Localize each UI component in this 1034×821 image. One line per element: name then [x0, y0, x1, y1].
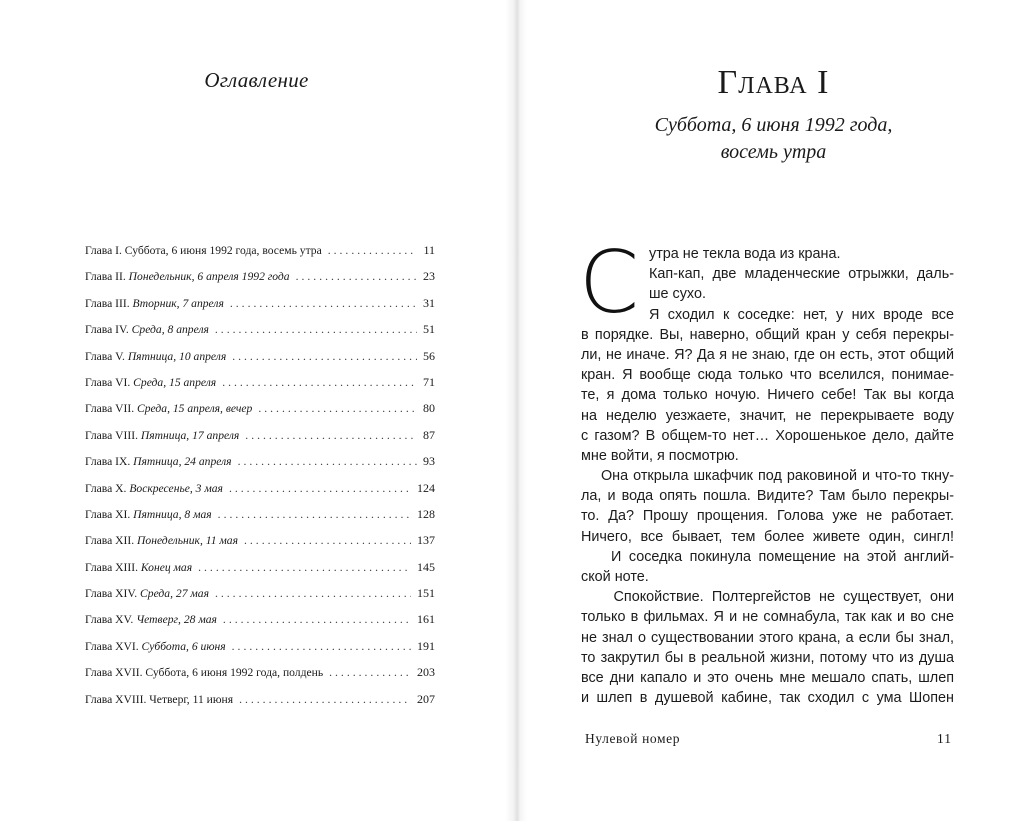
toc-chapter-subtitle: Суббота, 6 июня 1992 года, полдень [145, 666, 324, 680]
toc-chapter-subtitle: Среда, 15 апреля [133, 375, 217, 389]
toc-list [85, 240, 435, 715]
toc-leader-dots [222, 373, 417, 393]
drop-cap: С [579, 233, 640, 333]
body-text-line: Я сходил к соседке: нет, у них вроде все [649, 306, 954, 323]
toc-chapter-number: Глава IX. [85, 455, 131, 469]
body-text-line: с газом? В общем-то нет… Хорошенькое дело, дайте [581, 427, 954, 444]
toc-chapter-subtitle: Пятница, 17 апреля [140, 428, 240, 442]
toc-chapter-subtitle: Понедельник, 11 мая [137, 534, 238, 548]
toc-leader-dots [328, 241, 418, 261]
toc-item-label [85, 479, 223, 499]
toc-chapter-number: Глава VI. [85, 375, 131, 389]
toc-page-number: 124 [417, 480, 435, 495]
toc-item [85, 319, 435, 345]
toc-item-label [85, 663, 323, 683]
body-text-line: Кап-кап, две младенческие отрыжки, даль- [649, 266, 954, 283]
toc-chapter-number: Глава XIV. [85, 587, 138, 601]
body-text-line: Ничего, все бывает, тем более живете один, сингл! [581, 528, 954, 545]
toc-chapter-number: Глава XVI. [85, 639, 139, 653]
toc-chapter-number: Глава I. [85, 244, 122, 257]
chapter-body [581, 244, 954, 708]
toc-chapter-number: Глава XV. [85, 613, 134, 627]
toc-item-label [85, 267, 290, 287]
toc-chapter-subtitle: Среда, 15 апреля, вечер [137, 402, 253, 416]
toc-page-number: 11 [423, 243, 435, 257]
toc-page-number: 137 [417, 533, 435, 548]
toc-page-number: 56 [423, 348, 435, 363]
toc-chapter-number: Глава XVII. [85, 666, 143, 680]
body-text-line: не знал о существовании этого крана, а если бы знал, [581, 629, 954, 646]
toc-chapter-subtitle: Четверг, 28 мая [136, 613, 217, 627]
chapter-title: Глава I [717, 64, 830, 101]
body-text-line: кран. Я вообще сюда только что вселился, понимае- [581, 367, 954, 384]
toc-chapter-number: Глава VII. [85, 402, 135, 416]
toc-item-label [85, 320, 209, 340]
toc-page-number: 80 [423, 401, 435, 416]
toc-chapter-subtitle: Пятница, 8 мая [133, 507, 212, 521]
body-text-line: ла, и вода опять пошла. Видите? Там было перекры- [581, 488, 954, 505]
toc-item-label [85, 558, 192, 578]
body-text-line: мне войти, я посмотрю. [581, 447, 739, 464]
body-text-line: только в фильмах. Я и не сомнабула, так как и во сне [581, 609, 954, 626]
body-text-line: утра не текла вода из крана. [649, 246, 841, 262]
toc-page-number: 151 [417, 586, 435, 601]
toc-page-number: 161 [417, 612, 435, 627]
toc-leader-dots [218, 505, 411, 525]
toc-item [85, 240, 435, 266]
toc-title: Оглавление [204, 68, 309, 92]
toc-chapter-number: Глава XVIII. [85, 692, 147, 706]
toc-leader-dots [232, 347, 417, 367]
toc-chapter-number: Глава V. [85, 349, 125, 363]
toc-chapter-subtitle: Суббота, 6 июня 1992 года, восемь утра [124, 244, 322, 257]
toc-item-label [85, 294, 224, 314]
toc-chapter-subtitle: Воскресенье, 3 мая [129, 481, 223, 495]
body-text-line: ше сухо. [649, 286, 706, 303]
left-page [0, 0, 513, 821]
body-text-line: все дни капало и это очень мне мешало спать, шлеп [581, 669, 954, 686]
toc-leader-dots [238, 452, 417, 472]
toc-page-number: 51 [423, 322, 435, 337]
body-text-line: те, я дома только ночую. Ничего себе! Так вы когда [581, 387, 954, 404]
toc-page-number: 71 [423, 374, 435, 389]
toc-leader-dots [215, 320, 417, 340]
toc-leader-dots [230, 294, 417, 314]
toc-page-number: 207 [417, 691, 435, 706]
toc-item [85, 609, 435, 635]
toc-item [85, 346, 435, 372]
toc-item-label [85, 610, 217, 630]
body-text-line: в порядке. Вы, наверно, общий кран у себя перекры- [581, 326, 954, 343]
toc-item [85, 293, 435, 319]
chapter-subtitle-line1: Суббота, 6 июня 1992 года, [654, 114, 893, 136]
toc-item [85, 557, 435, 583]
body-text-line: ской ноте. [581, 569, 649, 585]
toc-item [85, 689, 435, 715]
toc-chapter-number: Глава VIII. [85, 428, 138, 442]
toc-item [85, 636, 435, 662]
toc-chapter-subtitle: Четверг, 11 июня [149, 692, 234, 706]
toc-item [85, 530, 435, 556]
toc-leader-dots [215, 584, 411, 604]
toc-chapter-subtitle: Пятница, 10 апреля [127, 349, 227, 363]
right-page [513, 0, 1034, 821]
toc-page-number: 191 [417, 638, 435, 653]
toc-page-number: 203 [417, 665, 435, 680]
toc-leader-dots [258, 399, 417, 419]
toc-leader-dots [198, 558, 411, 578]
toc-chapter-number: Глава IV. [85, 323, 129, 337]
toc-chapter-subtitle: Пятница, 24 апреля [133, 455, 232, 469]
toc-chapter-number: Глава XI. [85, 507, 131, 521]
running-footer-title: Нулевой номер [585, 731, 681, 746]
toc-item [85, 372, 435, 398]
body-text-line: и шлеп в душевой кабине, так сходил с ума Шопен [581, 690, 954, 707]
toc-leader-dots [229, 479, 411, 499]
toc-chapter-number: Глава III. [85, 296, 130, 310]
toc-leader-dots [245, 426, 417, 446]
toc-chapter-number: Глава XIII. [85, 560, 138, 574]
toc-item [85, 451, 435, 477]
toc-item-label [85, 584, 209, 604]
body-text-line: Она открыла шкафчик под раковиной и что-то ткну- [581, 468, 954, 485]
toc-item-label [85, 373, 216, 393]
toc-item-label [85, 399, 252, 419]
toc-chapter-subtitle: Конец мая [140, 560, 193, 574]
toc-leader-dots [239, 690, 411, 710]
toc-item-label [85, 505, 212, 525]
toc-item [85, 504, 435, 530]
toc-item-label [85, 241, 322, 261]
toc-page-number: 145 [417, 559, 435, 574]
toc-item-label [85, 531, 238, 551]
toc-item-label [85, 426, 239, 446]
toc-item-label [85, 690, 233, 710]
toc-item-label [85, 637, 226, 657]
body-text-line: на неделю уезжаете, значит, не перекрываете воду [581, 407, 954, 424]
toc-item [85, 266, 435, 292]
toc-chapter-subtitle: Среда, 27 мая [140, 587, 209, 601]
toc-chapter-number: Глава XII. [85, 534, 135, 548]
toc-chapter-subtitle: Вторник, 7 апреля [132, 296, 224, 310]
body-text-line: Спокойствие. Полтергейстов не существует, они [581, 589, 954, 606]
body-text-line: то. Да? Прошу прощения. Голова уже не работает. [581, 508, 954, 525]
toc-item [85, 583, 435, 609]
toc-chapter-subtitle: Среда, 8 апреля [131, 323, 209, 337]
toc-page-number: 128 [417, 506, 435, 521]
chapter-subtitle [513, 112, 1034, 166]
toc-item [85, 662, 435, 688]
toc-chapter-subtitle: Суббота, 6 июня [141, 639, 226, 653]
toc-page-number: 93 [423, 454, 435, 469]
toc-item-label [85, 452, 232, 472]
page-number: 11 [937, 731, 952, 746]
toc-leader-dots [329, 663, 411, 683]
toc-leader-dots [223, 610, 411, 630]
toc-leader-dots [296, 267, 417, 287]
toc-page-number: 87 [423, 427, 435, 442]
body-text-line: И соседка покинула помещение на этой англий- [581, 548, 954, 565]
toc-chapter-subtitle: Понедельник, 6 апреля 1992 года [128, 270, 290, 284]
toc-item [85, 425, 435, 451]
toc-chapter-number: Глава X. [85, 481, 127, 495]
body-text-line: то закрутил бы в реальной жизни, потому что из душа [581, 649, 954, 666]
chapter-subtitle-line2: восемь утра [720, 141, 827, 163]
body-text-line: ли, не иначе. Я? Да я не знаю, где он есть, этот общий [581, 346, 954, 363]
toc-page-number: 31 [423, 295, 435, 310]
toc-page-number: 23 [423, 269, 435, 284]
toc-leader-dots [244, 531, 411, 551]
toc-leader-dots [232, 637, 411, 657]
toc-item-label [85, 347, 226, 367]
toc-chapter-number: Глава II. [85, 270, 126, 284]
toc-item [85, 478, 435, 504]
toc-item [85, 398, 435, 424]
book-spine-shadow [505, 0, 527, 821]
